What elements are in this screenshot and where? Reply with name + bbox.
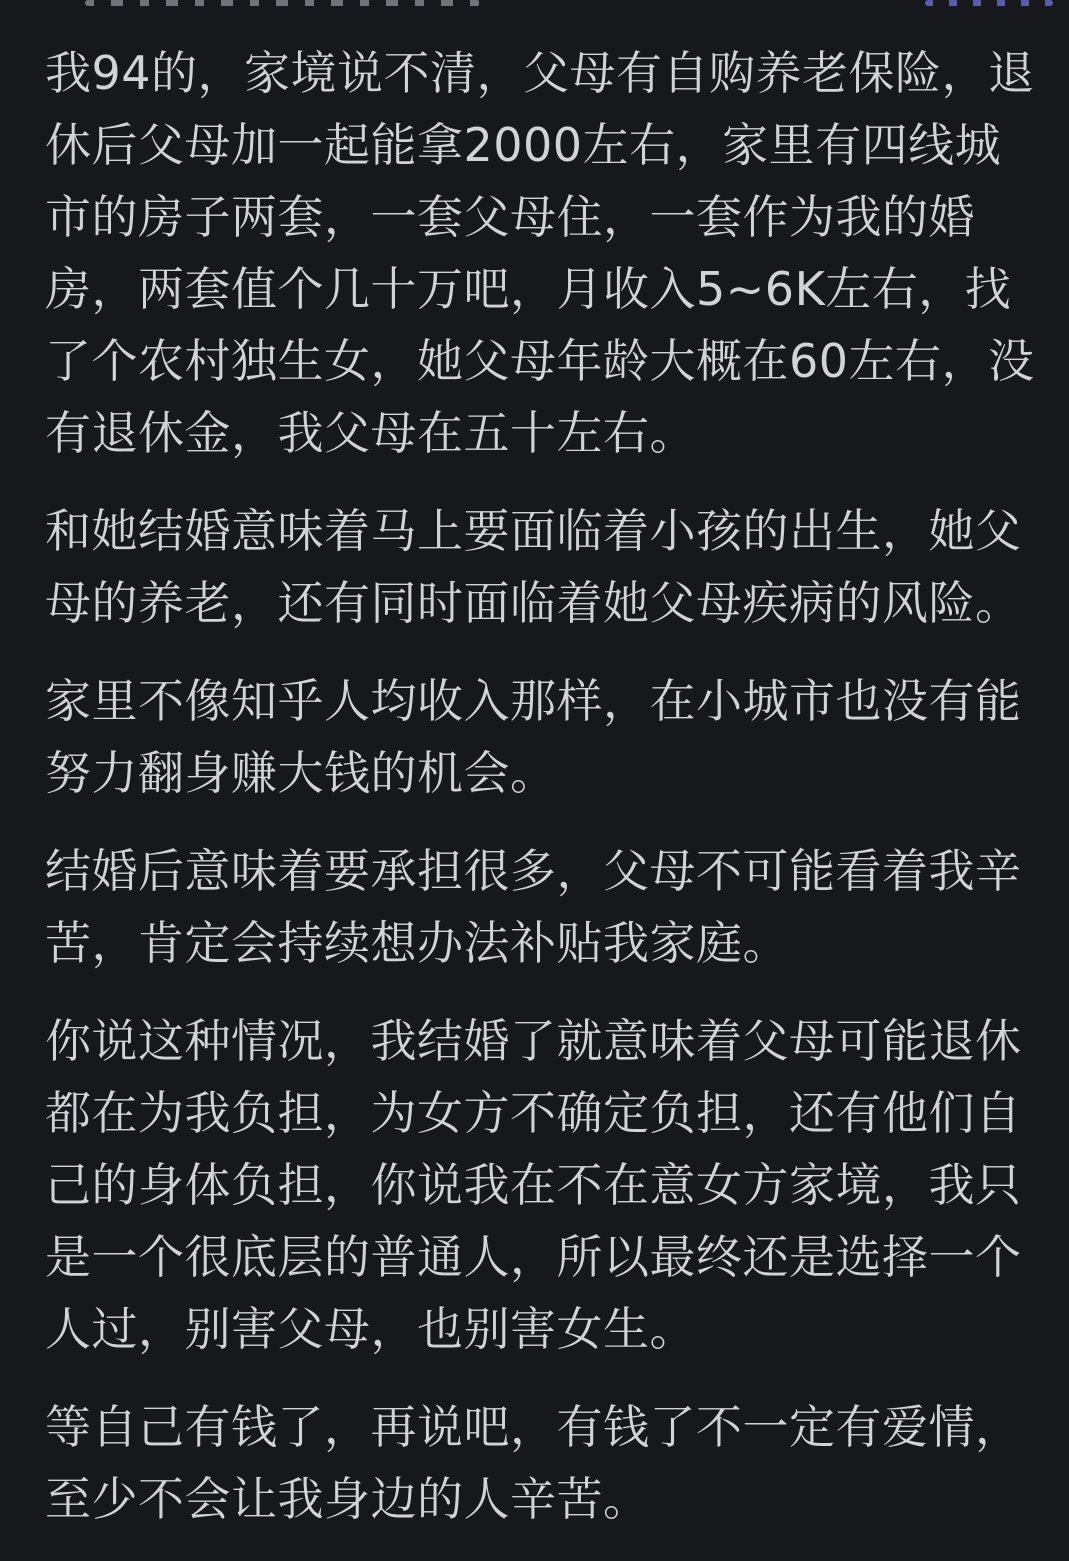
paragraph-1: 我94的，家境说不清，父母有自购养老保险，退休后父母加一起能拿2000左右，家里有四线城市的房子两套，一套父母住，一套作为我的婚房，两套值个几十万吧，月收入5~6K左右，找了个农村独生女，她父母年龄大概在60左右，没有退休金，我父母在五十左右。 — [45, 46, 1035, 460]
paragraph-6: 等自己有钱了，再说吧，有钱了不一定有爱情，至少不会让我身边的人辛苦。 — [45, 1400, 1022, 1526]
paragraph-4: 结婚后意味着要承担很多，父母不可能看着我辛苦，肯定会持续想办法补贴我家庭。 — [45, 844, 1022, 970]
paragraph-2: 和她结婚意味着马上要面临着小孩的出生，她父母的养老，还有同时面临着她父母疾病的风险。 — [45, 504, 1022, 630]
paragraph-5: 你说这种情况，我结婚了就意味着父母可能退休都在为我负担，为女方不确定负担，还有他们自己的身体负担，你说我在不在意女方家境，我只是一个很底层的普通人，所以最终还是选择一个人过，别害父母，也别害女生。 — [45, 1014, 1022, 1356]
answer-body — [45, 0, 1044, 1561]
paragraph-3: 家里不像知乎人均收入那样，在小城市也没有能努力翻身赚大钱的机会。 — [45, 674, 1022, 800]
